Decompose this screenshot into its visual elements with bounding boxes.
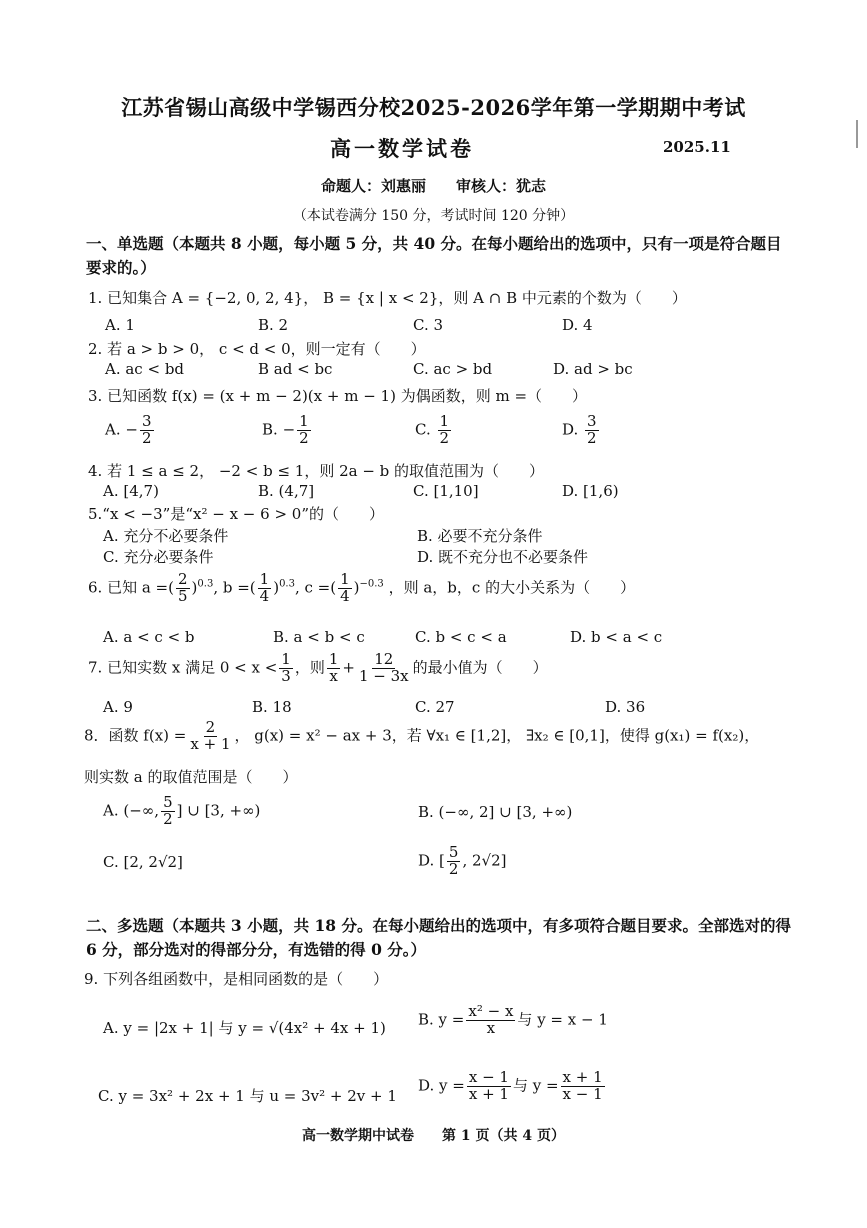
q5-option-b: B. 必要不充分条件	[417, 527, 543, 545]
q7-option-d: D. 36	[605, 698, 646, 716]
q3-stem: 3. 已知函数 f(x) = (x + m − 2)(x + m − 1) 为偶函数，则 m =（ ）	[88, 387, 588, 405]
q8-option-b: B. (−∞, 2] ∪ [3, +∞)	[418, 803, 573, 821]
q5-option-c: C. 充分必要条件	[103, 548, 214, 566]
exam-title: 江苏省锡山高级中学锡西分校2025-2026学年第一学期期中考试	[121, 95, 746, 120]
q1-stem: 1. 已知集合 A = {−2, 0, 2, 4}， B = {x | x < 2}，则 A ∩ B 中元素的个数为（ ）	[88, 289, 687, 307]
q2-option-a: A. ac < bd	[105, 360, 185, 378]
exam-authors: 命题人：刘惠丽 审核人：犹志	[320, 177, 546, 195]
q3-option-b: B. − $\frac{1}{2}$	[262, 412, 309, 447]
q1-option-c: C. 3	[413, 316, 444, 334]
q4-option-c: C. [1,10]	[413, 482, 479, 500]
exam-subtitle: 高一数学试卷	[330, 136, 474, 161]
q2-option-d: D. ad > bc	[553, 360, 633, 378]
q4-option-d: D. [1,6)	[562, 482, 619, 500]
q1-option-b: B. 2	[258, 316, 289, 334]
q2-option-b: B ad < bc	[258, 360, 333, 378]
q9-option-d: D. y = $\frac{x - 1}{x + 1}$ 与 y = $\frac{x + 1}{x - 1}$	[418, 1068, 603, 1103]
q3-option-d: D. $\frac{3}{2}$	[562, 412, 597, 447]
q9-option-c: C. y = 3x² + 2x + 1 与 u = 3v² + 2v + 1	[98, 1087, 397, 1105]
q6-option-c: C. b < c < a	[415, 628, 507, 646]
scan-mark	[856, 120, 866, 148]
q3-option-c: C. $\frac{1}{2}$	[415, 412, 450, 447]
q3-option-a: A. − $\frac{3}{2}$	[105, 412, 152, 447]
q8-stem: 8．函数 f(x) = $\frac{2}{x + 1}$ ， g(x) = x² − ax + 3，若 ∀x₁ ∈ [1,2]， ∃x₂ ∈ [0,1]，使得 g(x₁) = f(x₂)，	[84, 718, 760, 753]
q1-option-a: A. 1	[105, 316, 135, 334]
q1-option-d: D. 4	[562, 316, 593, 334]
q7-option-b: B. 18	[252, 698, 292, 716]
exam-note: （本试卷满分 150 分，考试时间 120 分钟）	[292, 208, 575, 224]
q8-option-c: C. [2, 2√2]	[103, 853, 183, 871]
q9-option-b: B. y = $\frac{\text{x² − x}}{x}$ 与 y = x − 1	[418, 1002, 608, 1037]
q7-stem: 7. 已知实数 x 满足 0 < x < $\frac{1}{3}$ ，则 $\frac{1}{x}$ + $\frac{12}{1 - 3x}$ 的最小值为（ ）	[88, 650, 548, 685]
q6-option-a: A. a < c < b	[103, 628, 195, 646]
q8-stem-line2: 则实数 a 的取值范围是（ ）	[84, 768, 298, 786]
q4-stem: 4. 若 1 ≤ a ≤ 2， −2 < b ≤ 1，则 2a − b 的取值范围为（ ）	[88, 462, 545, 480]
q5-option-a: A. 充分不必要条件	[103, 527, 229, 545]
q6-option-d: D. b < a < c	[570, 628, 663, 646]
q8-option-a: A. (−∞, $\frac{5}{2}$ ] ∪ [3, +∞)	[103, 793, 261, 828]
q5-option-d: D. 既不充分也不必要条件	[417, 548, 589, 566]
q7-option-a: A. 9	[103, 698, 133, 716]
q9-stem: 9. 下列各组函数中，是相同函数的是（ ）	[84, 970, 389, 988]
q4-option-a: A. [4,7)	[103, 482, 159, 500]
page-footer: 高一数学期中试卷 第 1 页（共 4 页）	[302, 1128, 565, 1144]
q7-option-c: C. 27	[415, 698, 455, 716]
section1-heading: 一、单选题（本题共 8 小题，每小题 5 分，共 40 分。在每小题给出的选项中，只有一项是符合题目要求的。）	[86, 234, 782, 277]
section2-heading: 二、多选题（本题共 3 小题，共 18 分。在每小题给出的选项中，有多项符合题目要求。全部选对的得 6 分，部分选对的得部分分，有选错的得 0 分。）	[86, 916, 791, 959]
q4-option-b: B. (4,7]	[258, 482, 315, 500]
q6-option-b: B. a < b < c	[273, 628, 365, 646]
q5-stem: 5.“x < −3”是“x² − x − 6 > 0”的（ ）	[88, 505, 384, 523]
q2-option-c: C. ac > bd	[413, 360, 493, 378]
q8-option-d: D. [ $\frac{5}{2}$ , 2√2]	[418, 843, 507, 878]
exam-date: 2025.11	[663, 138, 731, 156]
q9-option-a: A. y = |2x + 1| 与 y = √(4x² + 4x + 1)	[103, 1019, 386, 1037]
q6-stem: 6. 已知 a =( $\frac{2}{5}$ )$^{0.3}$, b =( $\frac{1}{4}$ )$^{0.3}$, c =( $\frac{1}{4}$ )$^{-0.3}$ ，则 a，b，c 的大小关系为（ ）	[88, 570, 636, 605]
q2-stem: 2. 若 a > b > 0， c < d < 0，则一定有（ ）	[88, 340, 426, 358]
